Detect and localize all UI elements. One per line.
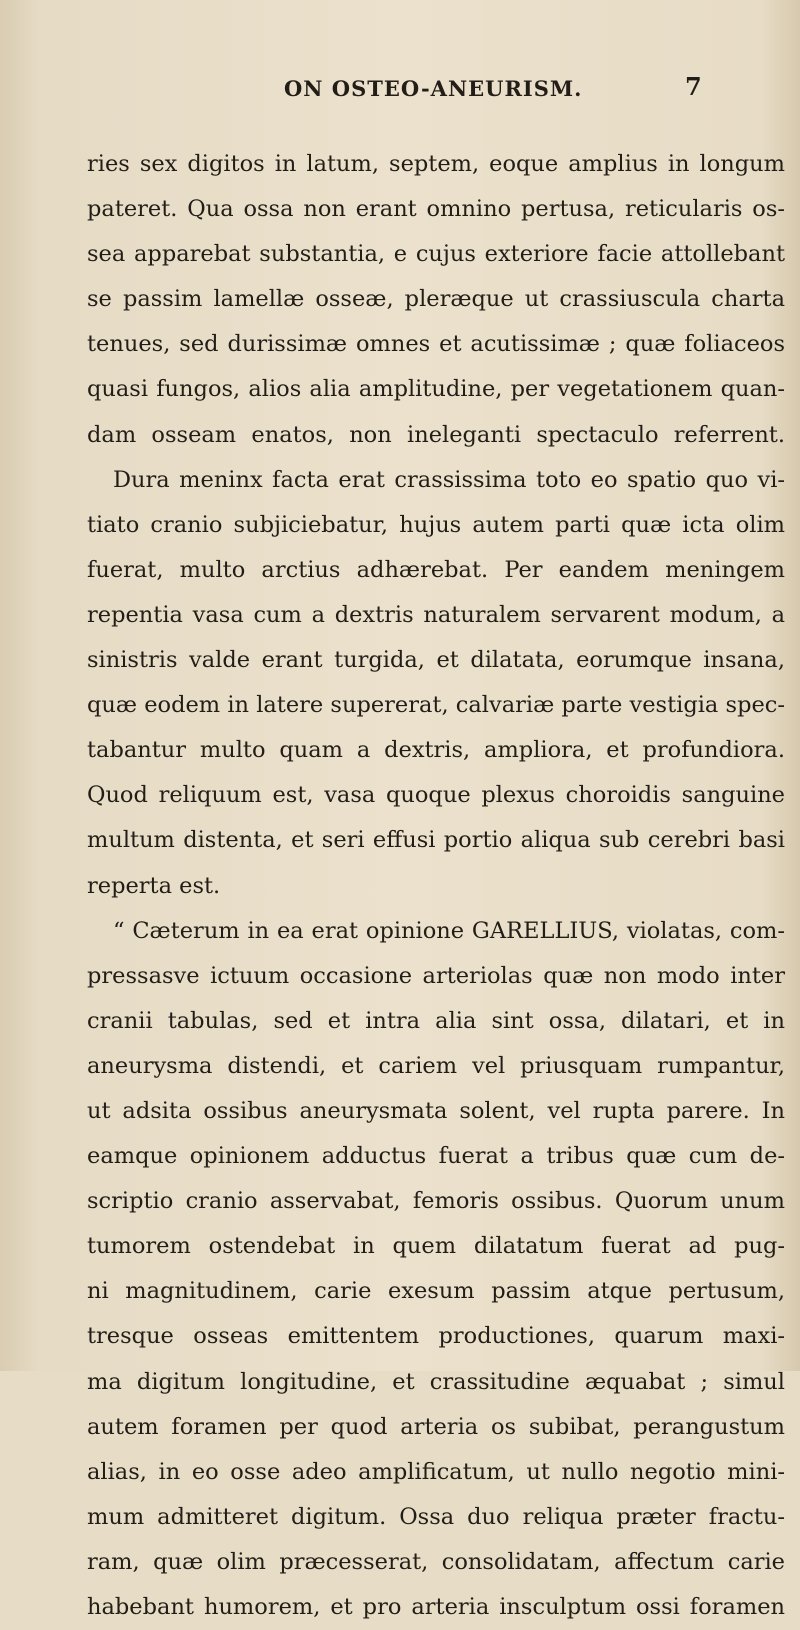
text-line: habebant humorem, et pro arteria insculptum ossi foramen xyxy=(87,1594,785,1620)
text-line: pateret. Qua ossa non erant omnino pertusa, reticularis os- xyxy=(87,196,785,223)
text-line: aneurysma distendi, et cariem vel priusquam rumpantur, xyxy=(87,1052,785,1079)
text-line: cranii tabulas, sed et intra alia sint ossa, dilatari, et in xyxy=(87,1007,785,1034)
running-head: ON OSTEO-ANEURISM. xyxy=(284,76,583,101)
text-line: tumorem ostendebat in quem dilatatum fuerat ad pug- xyxy=(87,1233,785,1260)
text-line: se passim lamellæ osseæ, pleræque ut crassiuscula charta xyxy=(87,286,785,313)
text-line: ram, quæ olim præcesserat, consolidatam, affectum carie xyxy=(87,1548,785,1575)
text-line: sea apparebat substantia, e cujus exteriore facie attollebant xyxy=(87,241,785,268)
text-line: tabantur multo quam a dextris, ampliora, et profundiora. xyxy=(87,737,785,764)
text-line: Dura meninx facta erat crassissima toto eo spatio quo vi- xyxy=(113,466,785,493)
text-line: Quod reliquum est, vasa quoque plexus choroidis sanguine xyxy=(87,782,785,809)
text-line: scriptio cranio asservabat, femoris ossibus. Quorum unum xyxy=(87,1188,785,1215)
text-line: “ Cæterum in ea erat opinione GARELLIUS, violatas, com- xyxy=(113,917,785,944)
text-line: ma digitum longitudine, et crassitudine æquabat ; simul xyxy=(87,1368,785,1395)
text-line: quæ eodem in latere supererat, calvariæ parte vestigia spec- xyxy=(87,692,785,719)
text-line: alias, in eo osse adeo amplificatum, ut nullo negotio mini- xyxy=(87,1458,785,1485)
text-line: sinistris valde erant turgida, et dilatata, eorumque insana, xyxy=(87,647,785,674)
text-line: ut adsita ossibus aneurysmata solent, vel rupta parere. In xyxy=(87,1097,785,1124)
text-line: ries sex digitos in latum, septem, eoque amplius in longum xyxy=(87,151,785,177)
text-line: pressasve ictuum occasione arteriolas quæ non modo inter xyxy=(87,962,785,989)
text-line: fuerat, multo arctius adhærebat. Per eandem meningem xyxy=(87,556,785,583)
text-line: dam osseam enatos, non ineleganti spectaculo referrent. xyxy=(87,421,785,448)
page-number: 7 xyxy=(685,72,702,101)
text-line: mum admitteret digitum. Ossa duo reliqua præter fractu- xyxy=(87,1503,785,1530)
body-text xyxy=(87,142,785,1630)
text-line: tiato cranio subjiciebatur, hujus autem parti quæ icta olim xyxy=(87,511,785,538)
text-line: ni magnitudinem, carie exesum passim atque pertusum, xyxy=(87,1278,785,1305)
text-line: tenues, sed durissimæ omnes et acutissimæ ; quæ foliaceos xyxy=(87,331,785,358)
text-line: quasi fungos, alios alia amplitudine, per vegetationem quan- xyxy=(87,376,785,403)
text-line: reperta est. xyxy=(87,872,221,899)
text-line: tresque osseas emittentem productiones, quarum maxi- xyxy=(87,1323,785,1350)
text-line: multum distenta, et seri effusi portio aliqua sub cerebri basi xyxy=(87,827,785,854)
text-line: autem foramen per quod arteria os subibat, perangustum xyxy=(87,1413,785,1440)
text-line: repentia vasa cum a dextris naturalem servarent modum, a xyxy=(87,601,785,628)
text-line: eamque opinionem adductus fuerat a tribus quæ cum de- xyxy=(87,1143,785,1170)
